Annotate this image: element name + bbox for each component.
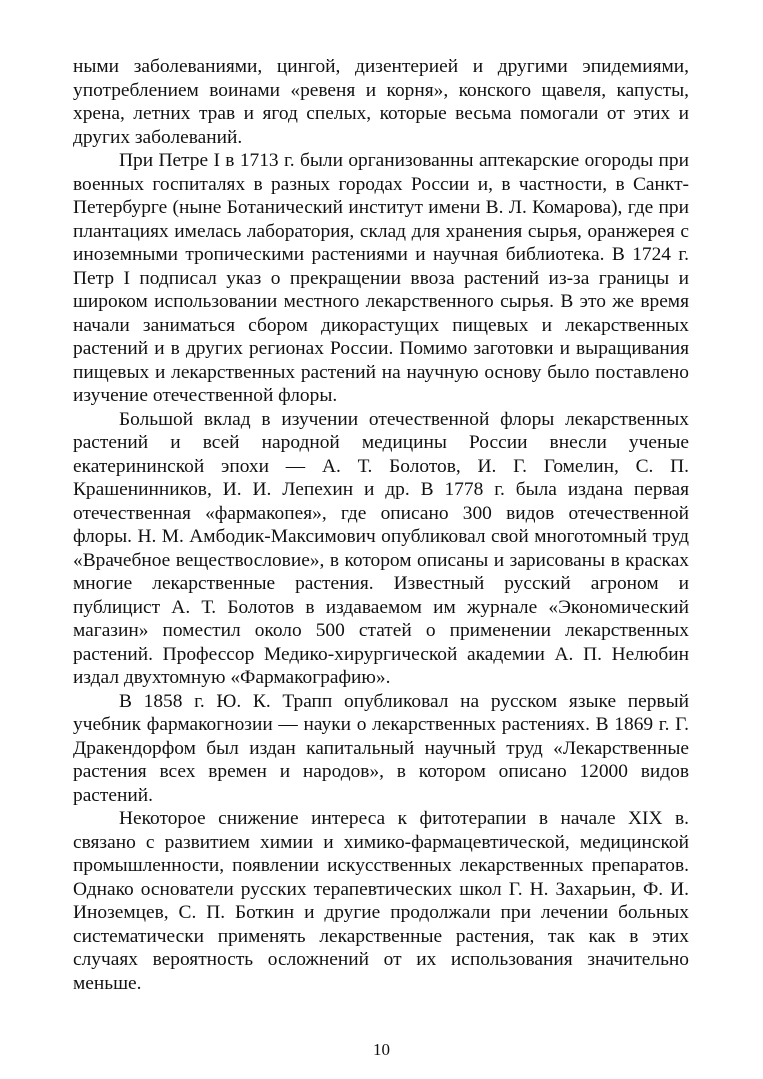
paragraph-1: ными заболеваниями, цингой, дизентерией и другими эпидемиями, употреблением воинами «ревеня и корня», конского щавеля, капусты, хрена, летних трав и ягод спелых, которые весьма помогали от этих и других заболеваний. <box>73 56 689 148</box>
paragraph-5: Некоторое снижение интереса к фитотерапии в начале XIX в. связано с развитием химии и химико-фармацевтической, медицинской промышленности, появлении искусственных лекарственных препаратов. Однако основатели русских терапевтических школ Г. Н. Захарьин, Ф. И. Иноземцев, С. П. Боткин и другие продолжали при лечении больных систематически применять лекарственные растения, так как в этих случаях вероятность осложнений от их использования значительно меньше. <box>73 808 689 994</box>
paragraph-4: В 1858 г. Ю. К. Трапп опубликовал на русском языке первый учебник фармакогнозии — науки о лекарственных растениях. В 1869 г. Г. Дракендорфом был издан капитальный научный труд «Лекарственные растения всех времен и народов», в котором описано 12000 видов растений. <box>73 690 689 806</box>
page-body <box>73 55 689 995</box>
paragraph-2: При Петре I в 1713 г. были организованны аптекарские огороды при военных госпиталях в разных городах России и, в частности, в Санкт-Петербурге (ныне Ботанический институт имени В. Л. Комарова), где при плантациях имелась лаборатория, склад для хранения сырья, оранжерея с иноземными тропическими растениями и научная библиотека. В 1724 г. Петр I подписал указ о прекращении ввоза растений из-за границы и широком использовании местного лекарственного сырья. В это же время начали заниматься сбором дикорастущих пищевых и лекарственных растений и в других регионах России. Помимо заготовки и выращивания пищевых и лекарственных растений на научную основу было поставлено изучение отечественной флоры. <box>73 150 689 406</box>
page-number: 10 <box>373 1040 390 1059</box>
paragraph-3: Большой вклад в изучении отечественной флоры лекарственных растений и всей народной медицины России внесли ученые екатерининской эпохи — А. Т. Болотов, И. Г. Гомелин, С. П. Крашенинников, И. И. Лепехин и др. В 1778 г. была издана первая отечественная «фармакопея», где описано 300 видов отечественной флоры. Н. М. Амбодик-Максимович опубликовал свой многотомный труд «Врачебное веществословие», в котором описаны и зарисованы в красках многие лекарственные растения. Известный русский агроном и публицист А. Т. Болотов в издаваемом им журнале «Экономический магазин» поместил около 500 статей о применении лекарственных растений. Профессор Медико-хирургической академии А. П. Нелюбин издал двухтомную «Фармакографию». <box>73 408 689 688</box>
